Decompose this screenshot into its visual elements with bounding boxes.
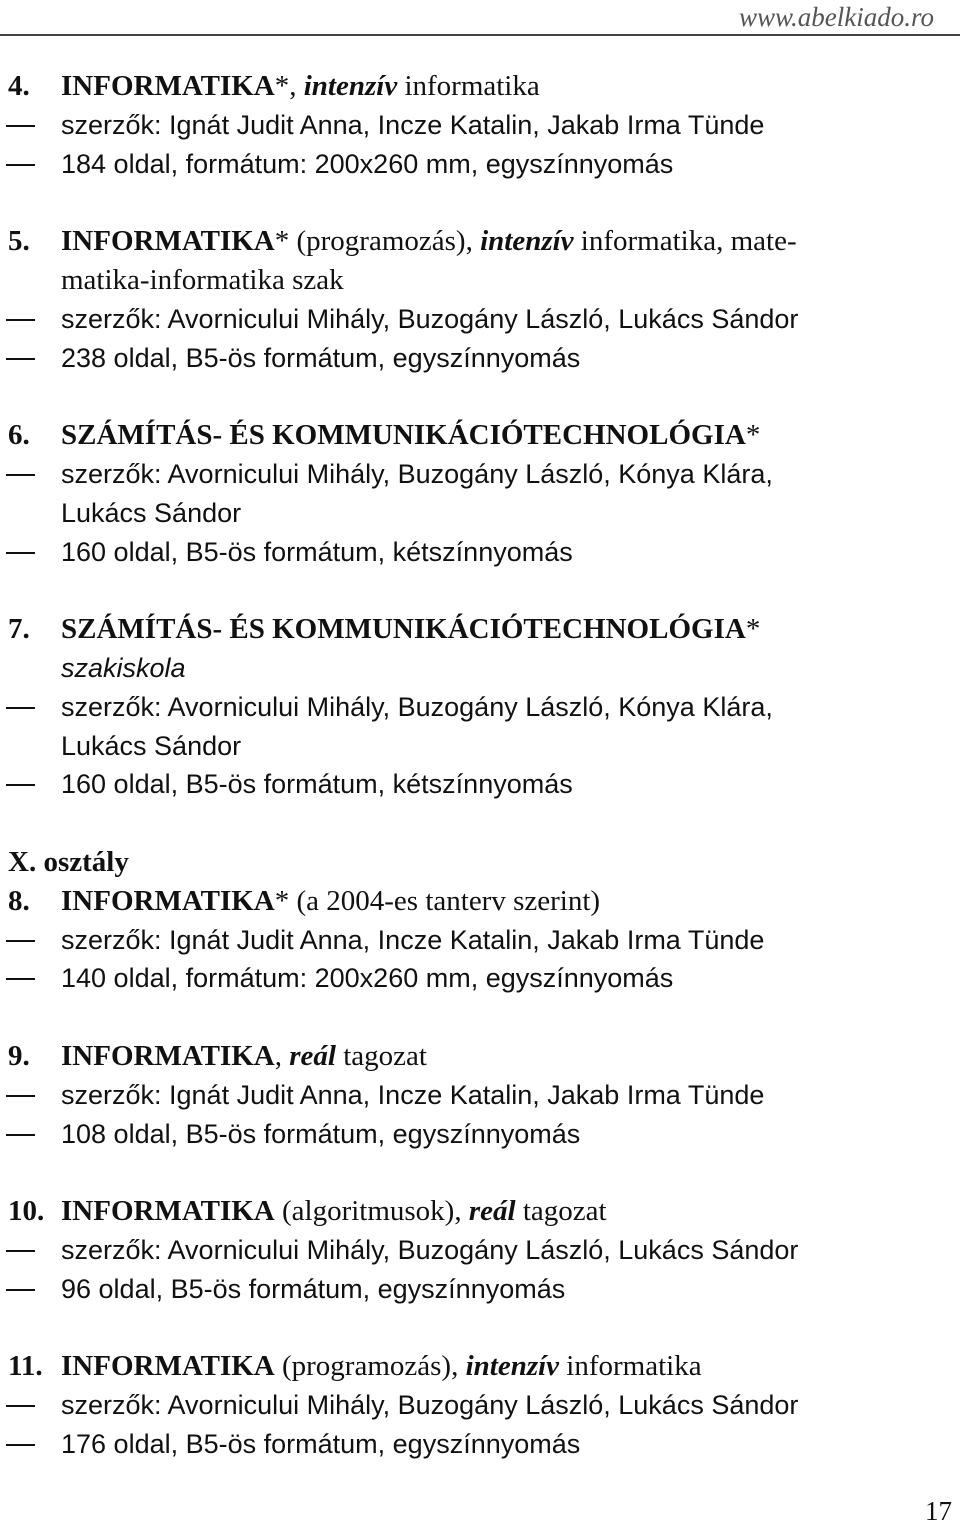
header-rule xyxy=(0,34,960,36)
dash-bullet xyxy=(6,784,35,786)
entry-details-line xyxy=(0,959,960,998)
entry-authors: szerzők: Avornicului Mihály, Buzogány László, Kónya Klára, xyxy=(61,458,773,489)
site-url: www.abelkiado.ro xyxy=(739,2,934,32)
title-part: INFORMATIKA xyxy=(61,225,275,258)
entry-title-line xyxy=(0,1347,960,1386)
title-part: intenzív xyxy=(303,70,398,102)
title-part: intenzív xyxy=(465,1350,560,1383)
entry-title-cont-line xyxy=(0,261,960,300)
title-part: * xyxy=(745,613,761,646)
title-part: SZÁMÍTÁS- ÉS KOMMUNIKÁCIÓTECHNOLÓGIA xyxy=(61,419,746,452)
entry-authors-cont-line xyxy=(0,727,960,766)
page-header xyxy=(0,0,960,36)
entry-details: 238 oldal, B5-ös formátum, egyszínnyomás xyxy=(61,342,581,373)
entry-details-line xyxy=(0,1425,960,1464)
entry-number: 4. xyxy=(8,70,30,102)
title-part: *, xyxy=(274,70,304,102)
entry-number: 7. xyxy=(8,613,30,646)
entry-authors-line xyxy=(0,455,960,494)
entry-spacer xyxy=(0,1153,960,1192)
title-part: , xyxy=(274,1039,290,1072)
book-list xyxy=(0,67,960,1464)
entry-details: 160 oldal, B5-ös formátum, kétszínnyomás xyxy=(61,769,573,800)
entry-authors-line xyxy=(0,300,960,339)
entry-title-line xyxy=(0,882,960,921)
entry-authors-continued: Lukács Sándor xyxy=(61,497,242,528)
title-part: (programozás), xyxy=(274,1350,466,1383)
title-part: tagozat xyxy=(335,1039,427,1072)
class-heading-line xyxy=(0,843,960,882)
entry-authors: szerzők: Ignát Judit Anna, Incze Katalin, Jakab Irma Tünde xyxy=(61,924,765,955)
title-part: INFORMATIKA xyxy=(61,1039,275,1072)
dash-bullet xyxy=(6,1134,35,1136)
entry-spacer xyxy=(0,571,960,610)
class-heading: X. osztály xyxy=(8,845,129,878)
entry-number: 5. xyxy=(8,225,30,258)
title-part: * (programozás), xyxy=(274,225,481,258)
title-part: INFORMATIKA xyxy=(61,1350,275,1383)
entry-title-continued: matika-informatika szak xyxy=(61,263,344,296)
entry-authors-line xyxy=(0,1231,960,1270)
entry-authors: szerzők: Ignát Judit Anna, Incze Katalin, Jakab Irma Tünde xyxy=(61,1079,765,1110)
entry-number: 9. xyxy=(8,1039,30,1072)
entry-authors-line xyxy=(0,921,960,960)
title-part: SZÁMÍTÁS- ÉS KOMMUNIKÁCIÓTECHNOLÓGIA xyxy=(61,613,746,646)
title-part: INFORMATIKA xyxy=(61,884,275,917)
entry-details: 160 oldal, B5-ös formátum, kétszínnyomás xyxy=(61,536,573,567)
entry-number: 8. xyxy=(8,884,30,917)
entry-spacer xyxy=(0,377,960,416)
entry-title-line xyxy=(0,222,960,261)
title-part: INFORMATIKA xyxy=(61,1195,275,1228)
entry-details-line xyxy=(0,765,960,804)
entry-details: 140 oldal, formátum: 200x260 mm, egyszínnyomás xyxy=(61,963,674,994)
entry-authors: szerzők: Ignát Judit Anna, Incze Katalin, Jakab Irma Tünde xyxy=(61,109,765,140)
dash-bullet xyxy=(6,1405,35,1407)
entry-authors: szerzők: Avornicului Mihály, Buzogány László, Lukács Sándor xyxy=(61,1390,799,1421)
dash-bullet xyxy=(6,1095,35,1097)
entry-subtitle-line xyxy=(0,649,960,688)
entry-details-line xyxy=(0,533,960,572)
entry-title xyxy=(61,610,760,649)
entry-title-line xyxy=(0,1192,960,1231)
entry-details-line xyxy=(0,1270,960,1309)
entry-title xyxy=(61,1037,427,1076)
entry-details: 184 oldal, formátum: 200x260 mm, egyszínnyomás xyxy=(61,148,674,179)
dash-bullet xyxy=(6,358,35,360)
dash-bullet xyxy=(6,552,35,554)
entry-title-line xyxy=(0,416,960,455)
entry-spacer xyxy=(0,1309,960,1348)
dash-bullet xyxy=(6,1289,35,1291)
title-part: * xyxy=(745,419,761,452)
entry-authors-continued: Lukács Sándor xyxy=(61,730,242,761)
entry-number: 10. xyxy=(8,1195,45,1228)
entry-spacer xyxy=(0,998,960,1037)
title-part: intenzív xyxy=(480,225,574,258)
dash-bullet xyxy=(6,474,35,476)
entry-spacer xyxy=(0,183,960,222)
entry-number: 6. xyxy=(8,419,30,452)
entry-details: 96 oldal, B5-ös formátum, egyszínnyomás xyxy=(61,1273,566,1304)
dash-bullet xyxy=(6,164,35,166)
entry-title xyxy=(61,1347,702,1386)
entry-spacer xyxy=(0,804,960,843)
entry-title-line xyxy=(0,67,960,106)
title-part: reál xyxy=(289,1039,336,1072)
title-part: informatika xyxy=(559,1350,702,1383)
entry-details-line xyxy=(0,339,960,378)
entry-authors: szerzők: Avornicului Mihály, Buzogány László, Lukács Sándor xyxy=(61,303,799,334)
entry-subtitle: szakiskola xyxy=(61,652,186,683)
entry-title xyxy=(61,1192,607,1231)
title-part: * (a 2004-es tanterv szerint) xyxy=(274,884,601,917)
entry-details: 108 oldal, B5-ös formátum, egyszínnyomás xyxy=(61,1118,581,1149)
page-number: 17 xyxy=(925,1496,952,1526)
dash-bullet xyxy=(6,319,35,321)
title-part: reál xyxy=(468,1195,516,1228)
entry-number: 11. xyxy=(8,1350,43,1383)
entry-title-line xyxy=(0,1037,960,1076)
entry-title-line xyxy=(0,610,960,649)
entry-title xyxy=(61,67,540,106)
entry-details: 176 oldal, B5-ös formátum, egyszínnyomás xyxy=(61,1428,581,1459)
dash-bullet xyxy=(6,1250,35,1252)
entry-title xyxy=(61,416,760,455)
title-part: informatika xyxy=(397,70,540,102)
dash-bullet xyxy=(6,940,35,942)
title-part: tagozat xyxy=(515,1195,607,1228)
entry-details-line xyxy=(0,145,960,184)
dash-bullet xyxy=(6,978,35,980)
dash-bullet xyxy=(6,707,35,709)
title-part: INFORMATIKA xyxy=(61,70,275,102)
entry-details-line xyxy=(0,1115,960,1154)
entry-authors-line xyxy=(0,1076,960,1115)
entry-title xyxy=(61,882,600,921)
title-part: informatika, mate- xyxy=(573,225,797,258)
entry-authors: szerzők: Avornicului Mihály, Buzogány László, Kónya Klára, xyxy=(61,691,773,722)
entry-authors-line xyxy=(0,688,960,727)
entry-authors-line xyxy=(0,1386,960,1425)
entry-title xyxy=(61,222,797,261)
dash-bullet xyxy=(6,1444,35,1446)
dash-bullet xyxy=(6,125,35,127)
entry-authors: szerzők: Avornicului Mihály, Buzogány László, Lukács Sándor xyxy=(61,1234,799,1265)
title-part: (algoritmusok), xyxy=(274,1195,469,1228)
entry-authors-line xyxy=(0,106,960,145)
entry-authors-cont-line xyxy=(0,494,960,533)
